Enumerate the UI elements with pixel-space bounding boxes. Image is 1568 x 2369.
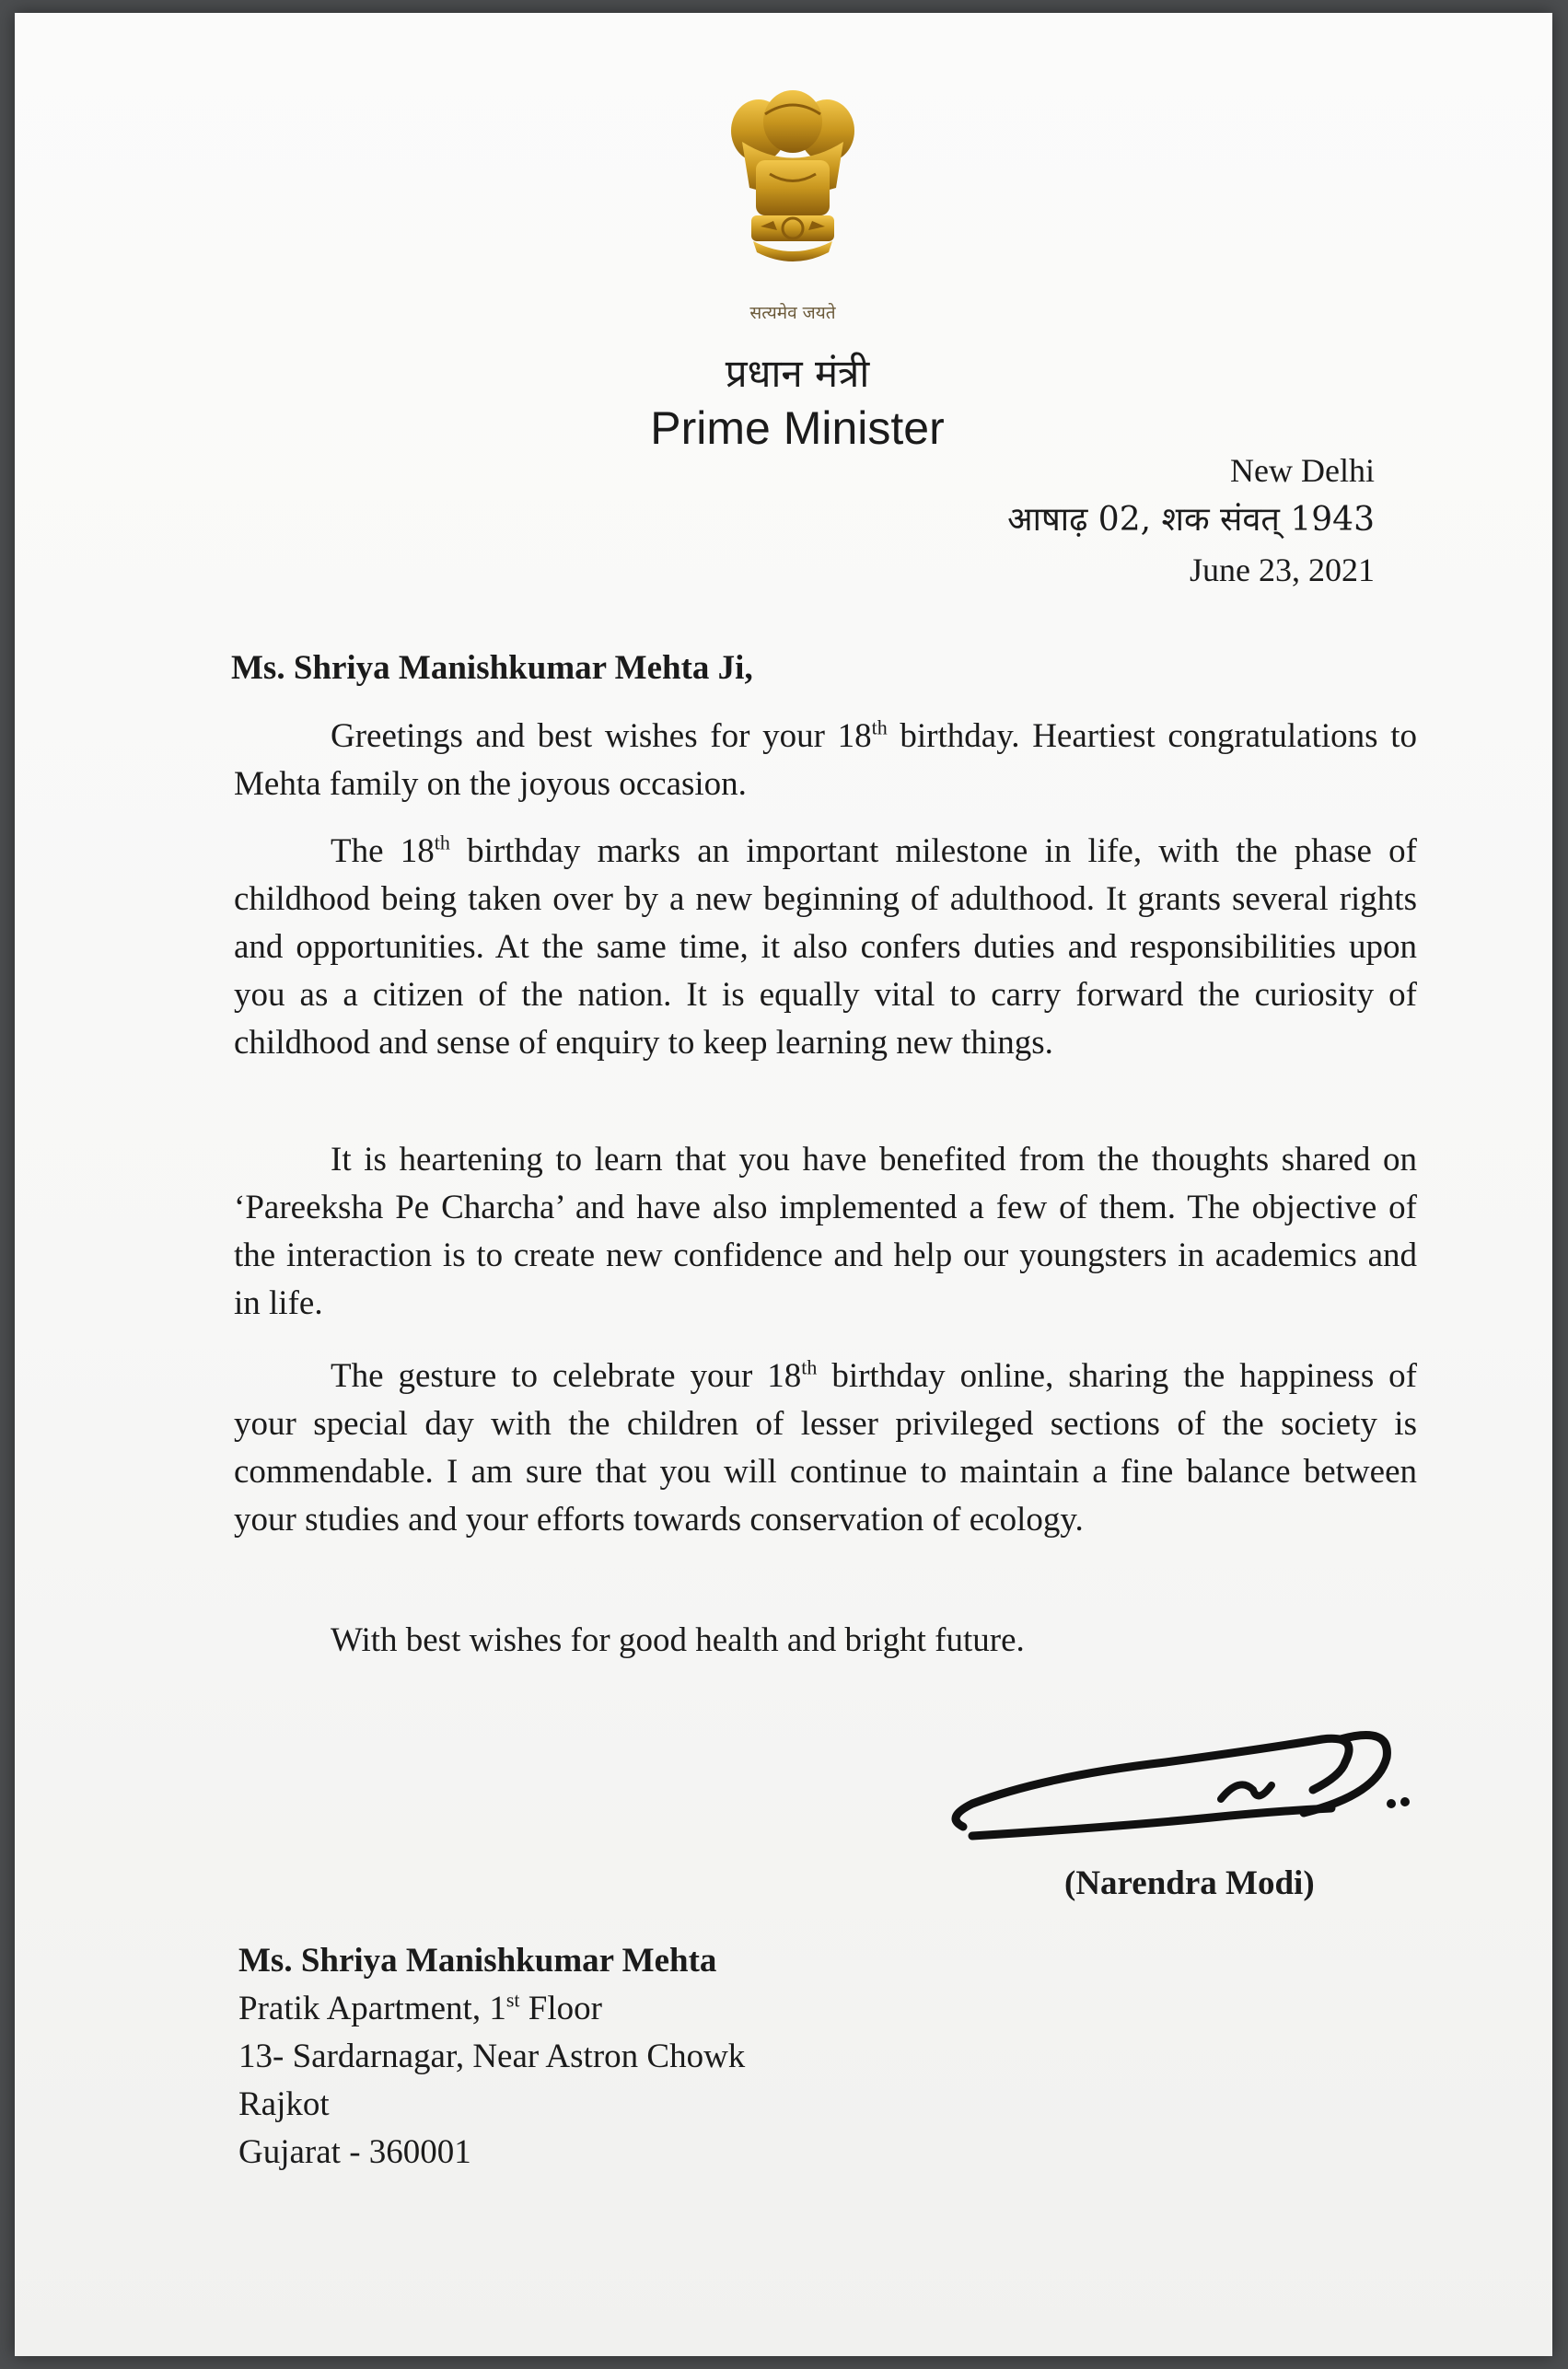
paragraph-greeting: Greetings and best wishes for your 18th birthday. Heartiest congratulations to Mehta family on the joyous occasion.	[234, 715, 1417, 803]
salutation: Ms. Shriya Manishkumar Mehta Ji,	[231, 649, 753, 687]
address-line: Pratik Apartment, 1st Floor	[238, 1988, 602, 2027]
address-line: 13- Sardarnagar, Near Astron Chowk	[238, 2038, 746, 2075]
city: New Delhi	[1230, 452, 1375, 489]
paragraph-closing: With best wishes for good health and bright future.	[331, 1621, 1025, 1659]
hindi-date: आषाढ़ 02, शक संवत् 1943	[1007, 501, 1375, 539]
paragraph-milestone: The 18th birthday marks an important milestone in life, with the phase of childhood being taken over by a new beginning of adulthood. It grants several rights and opportunities. At the same time, it also confers duties and responsibilities upon you as a citizen of the nation. It is equally vital to carry forward the curiosity of childhood and sense of enquiry to keep learning new things.	[234, 830, 1417, 1062]
signatory-name: (Narendra Modi)	[1064, 1864, 1315, 1902]
paragraph-gesture: The gesture to celebrate your 18th birthday online, sharing the happiness of your special day with the children of lesser privileged sections of the society is commendable. I am sure that you will continue to maintain a fine balance between your studies and your efforts towards conservation of ecology.	[234, 1355, 1418, 1539]
date-block	[1007, 446, 1375, 595]
address-line: Rajkot	[238, 2085, 330, 2123]
address-name: Ms. Shriya Manishkumar Mehta	[238, 1942, 717, 1980]
letter-date: June 23, 2021	[1190, 552, 1375, 588]
signature-mark	[935, 1689, 1414, 1845]
office-title-english: Prime Minister	[650, 402, 945, 454]
office-title-hindi: प्रधान मंत्री	[725, 351, 870, 396]
emblem-motto: सत्यमेव जयते	[749, 303, 836, 323]
paragraph-pareeksha: It is heartening to learn that you have benefited from the thoughts shared on ‘Pareeksha Pe Charcha’ and have also implemented a few of them. The objective of the interaction is to create new confidence and help our youngsters in academics and in life.	[234, 1141, 1417, 1322]
recipient-address	[238, 1937, 745, 2177]
address-line: Gujarat - 360001	[238, 2133, 471, 2171]
letter-page	[15, 13, 1552, 2356]
national-emblem-icon	[714, 87, 871, 280]
